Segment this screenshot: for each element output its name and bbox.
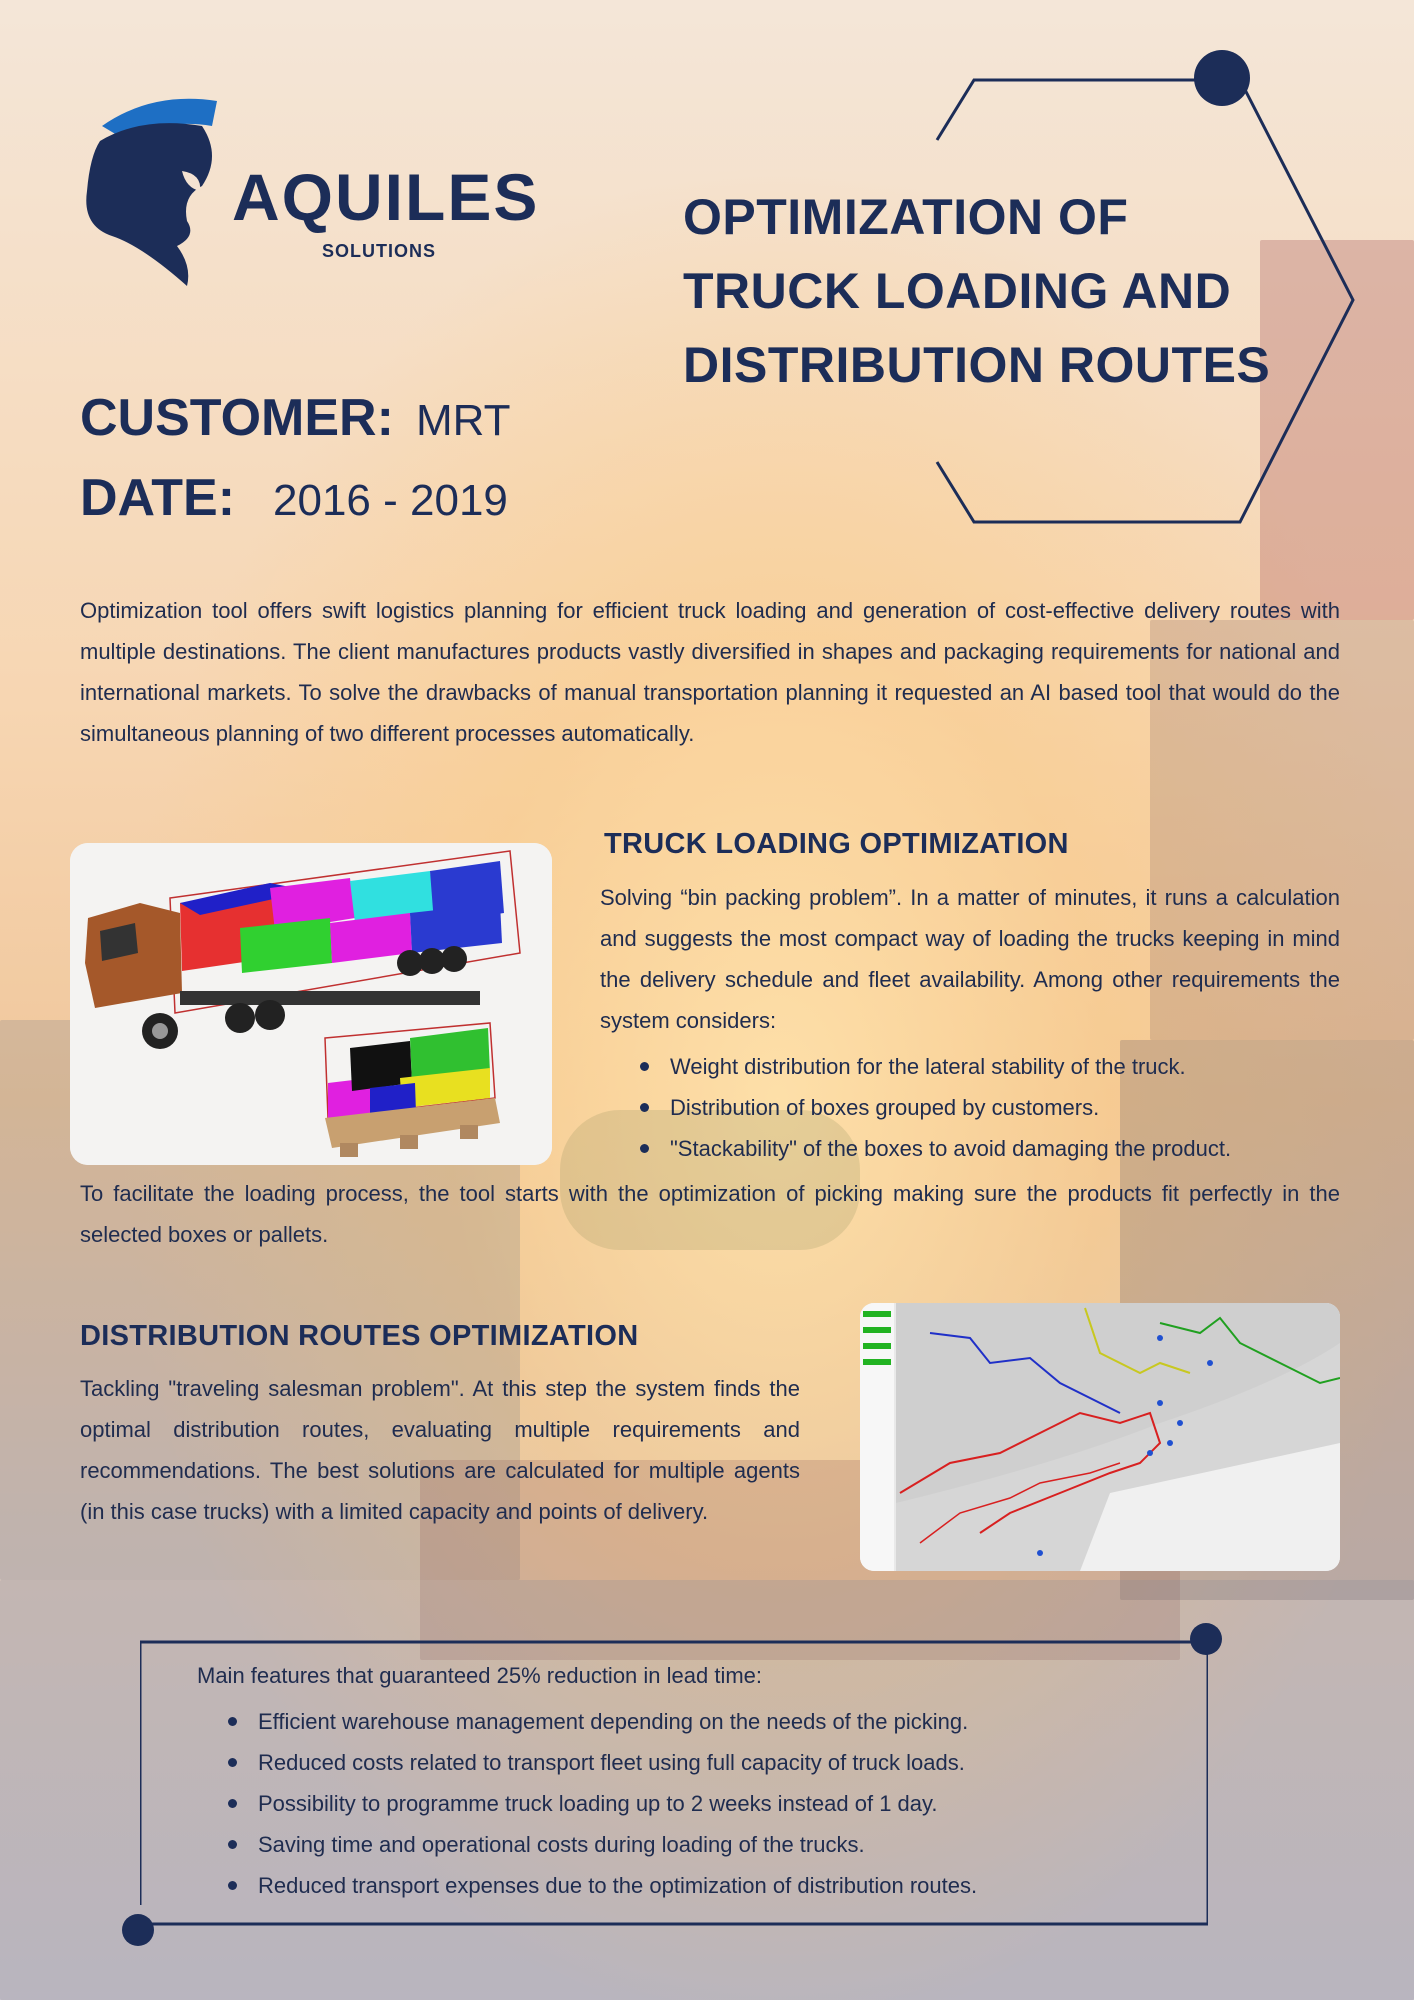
routes-section-text: Tackling "traveling salesman problem". At this step the system finds the optimal distribution routes, evaluating multiple requirements and recommendations. The best solutions are calculated for multiple agents (in this case trucks) with a limited capacity and points of delivery. [80, 1376, 800, 1524]
list-item: Reduced transport expenses due to the optimization of distribution routes. [224, 1865, 1204, 1906]
date-row [80, 468, 508, 528]
customer-label: CUSTOMER: [80, 389, 394, 447]
page-title: OPTIMIZATION OF TRUCK LOADING AND DISTRIBUTION ROUTES [683, 189, 1271, 393]
logo-subtitle: SOLUTIONS [322, 241, 437, 261]
list-item: Reduced costs related to transport fleet using full capacity of truck loads. [224, 1742, 1204, 1783]
list-item: Efficient warehouse management depending on the needs of the picking. [224, 1701, 1204, 1742]
list-item: Weight distribution for the lateral stability of the truck. [636, 1046, 1346, 1087]
list-item: Distribution of boxes grouped by customers. [636, 1087, 1346, 1128]
logo-wordmark: AQUILES [232, 160, 540, 234]
truck-loading-image [70, 843, 552, 1165]
list-item: Saving time and operational costs during loading of the trucks. [224, 1824, 1204, 1865]
intro-paragraph: Optimization tool offers swift logistics planning for efficient truck loading and generation of cost-effective delivery routes with multiple destinations. The client manufactures products vastly diversified in shapes and packaging requirements for national and international markets. To solve the drawbacks of manual transportation planning it requested an AI based tool that would do the simultaneous planning of two different processes automatically. [80, 598, 1340, 746]
list-item: "Stackability" of the boxes to avoid damaging the product. [636, 1128, 1346, 1169]
truck-section-heading: TRUCK LOADING OPTIMIZATION [604, 828, 1069, 860]
customer-row [80, 388, 510, 448]
features-intro: Main features that guaranteed 25% reduction in lead time: [197, 1663, 763, 1688]
truck-requirements-list [636, 1046, 1346, 1169]
date-label: DATE: [80, 469, 236, 527]
features-list [224, 1701, 1204, 1906]
route-map-image [860, 1303, 1340, 1571]
routes-section-heading: DISTRIBUTION ROUTES OPTIMIZATION [80, 1320, 639, 1352]
truck-section-text: Solving “bin packing problem”. In a matter of minutes, it runs a calculation and suggests the most compact way of loading the trucks keeping in mind the delivery schedule and fleet availability. Among other requirements the system considers: [600, 885, 1340, 1033]
customer-value: MRT [415, 396, 511, 445]
date-value: 2016 - 2019 [273, 476, 508, 525]
picking-paragraph: To facilitate the loading process, the tool starts with the optimization of picking making sure the products fit perfectly in the selected boxes or pallets. [80, 1181, 1340, 1247]
route-map-illustration [860, 1303, 1340, 1571]
list-item: Possibility to programme truck loading up to 2 weeks instead of 1 day. [224, 1783, 1204, 1824]
truck-load-illustration [70, 843, 552, 1165]
